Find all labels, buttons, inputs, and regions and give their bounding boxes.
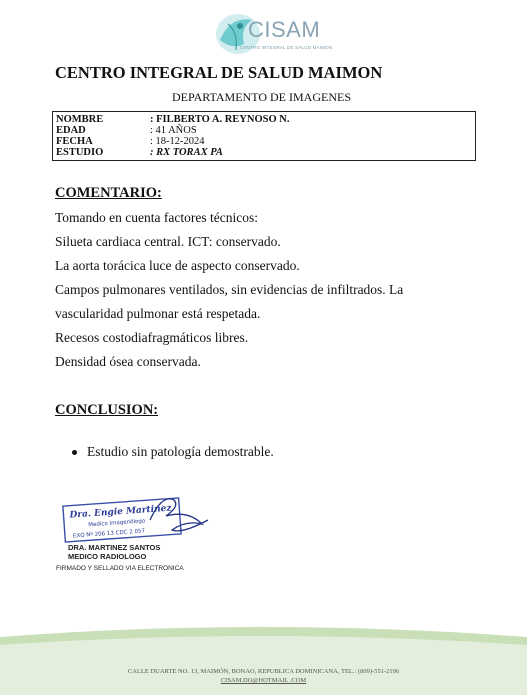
edad-label: EDAD <box>56 125 86 136</box>
logo-wordmark: CISAM <box>248 17 321 42</box>
estudio-value: : RX TORAX PA <box>150 147 223 158</box>
stamp-exq: EXQ Nº 206 13 CDC 2 057 <box>72 528 146 540</box>
edad-value: : 41 AÑOS <box>150 125 197 136</box>
department-title: DEPARTAMENTO DE IMAGENES <box>172 90 351 104</box>
nombre-value: : FILBERTO A. REYNOSO N. <box>150 114 290 125</box>
stamp-name: Dra. Engie Martinez <box>69 503 172 521</box>
document-title: CENTRO INTEGRAL DE SALUD MAIMON <box>55 63 383 82</box>
doctor-title: MEDICO RADIOLOGO <box>68 552 147 561</box>
footer-email[interactable]: CISAM.DO@HOTMAIL .COM <box>220 677 307 684</box>
footer-address: CALLE DUARTE NO. 13, MAIMÓN, BONAO, REPUBLICA DOMINICANA, TEL.: (809)-551-2196 <box>127 668 400 675</box>
stamp-role: Medico Imagenólogo <box>88 518 146 529</box>
signed-note: FIRMADO Y SELLADO VIA ELECTRONICA <box>56 565 184 572</box>
conclusion-heading: CONCLUSION: <box>55 402 159 418</box>
estudio-label: ESTUDIO <box>56 147 104 158</box>
fecha-label: FECHA <box>56 136 93 147</box>
logo-subtitle: CENTRO INTEGRAL DE SALUD MAIMON <box>240 45 333 50</box>
doctor-name: DRA. MARTINEZ SANTOS <box>68 543 161 552</box>
comentario-line: La aorta torácica luce de aspecto conservado. <box>55 258 300 273</box>
comentario-line: vascularidad pulmonar está respetada. <box>55 306 261 321</box>
conclusion-item: Estudio sin patología demostrable. <box>87 444 274 459</box>
comentario-line: Campos pulmonares ventilados, sin evidencias de infiltrados. La <box>55 282 404 297</box>
comentario-line: Densidad ósea conservada. <box>55 354 201 369</box>
comentario-heading: COMENTARIO: <box>55 185 162 201</box>
comentario-line: Silueta cardiaca central. ICT: conservado. <box>55 234 281 249</box>
comentario-line: Recesos costodiafragmáticos libres. <box>55 330 249 345</box>
fecha-value: : 18-12-2024 <box>150 136 205 147</box>
nombre-label: NOMBRE <box>56 114 104 125</box>
patient-info-box <box>52 111 476 161</box>
comentario-line: Tomando en cuenta factores técnicos: <box>55 210 258 225</box>
signature-stamp <box>62 490 212 546</box>
bullet-dot <box>72 450 77 455</box>
